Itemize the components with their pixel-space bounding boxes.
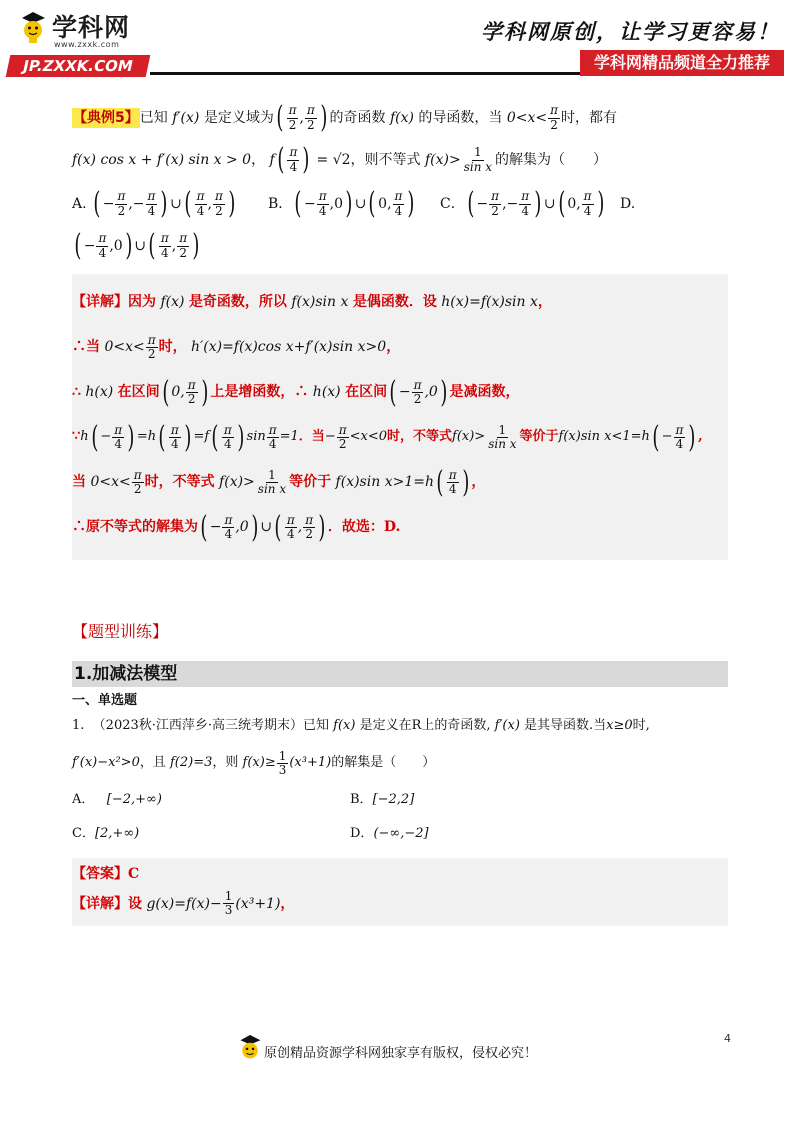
text: 时, bbox=[632, 718, 650, 734]
fraction: $\frac{\pi}{2}$ bbox=[306, 103, 315, 132]
text: 的解集是（ ） bbox=[331, 755, 436, 771]
math: 0<x< bbox=[502, 109, 548, 126]
math: √2 bbox=[332, 151, 351, 168]
math: h(x) bbox=[80, 384, 118, 401]
math: f(x)sin x<1=h bbox=[558, 429, 650, 445]
answer-line bbox=[72, 862, 728, 886]
math: f(x)sin x bbox=[286, 294, 353, 311]
option-label: D. bbox=[620, 195, 636, 212]
math: f′(x) bbox=[490, 718, 525, 734]
math: sin x > 0 bbox=[188, 151, 252, 168]
answer-value: C bbox=[128, 865, 140, 882]
question-number: 1. bbox=[72, 718, 85, 734]
paren: ) bbox=[320, 100, 328, 135]
text: ，则不等式 bbox=[350, 151, 421, 168]
option-label: B． bbox=[268, 195, 293, 212]
text: ．当 bbox=[298, 429, 325, 445]
option-label: A． bbox=[72, 792, 95, 808]
option-d[interactable] bbox=[350, 826, 429, 843]
example-tag: 【典例5】 bbox=[72, 108, 140, 128]
answer-detail-line: 【详解】 设 g(x)=f(x)− $\frac{1}{3}$ (x³+1) ， bbox=[72, 889, 295, 918]
option-value: (−∞,−2] bbox=[373, 826, 429, 842]
text: 等价于 bbox=[519, 429, 559, 445]
text: ，且 bbox=[139, 755, 166, 771]
option-label: D． bbox=[350, 826, 374, 842]
option-label: B． bbox=[350, 792, 373, 808]
math: x≥0 bbox=[606, 718, 633, 734]
text: 在区间 bbox=[345, 384, 388, 401]
page-footer bbox=[0, 1030, 800, 1070]
text: ∴原不等式的解集为 bbox=[72, 519, 198, 536]
example-line-2 bbox=[72, 138, 728, 182]
text: 时，不等式 bbox=[387, 429, 453, 445]
text: 是偶函数．设 bbox=[352, 294, 437, 311]
text: 上是增函数，∴ bbox=[210, 384, 309, 401]
option-value: [2,+∞) bbox=[94, 826, 140, 842]
solution-tag: 【详解】 bbox=[72, 294, 128, 311]
header-divider bbox=[150, 72, 580, 75]
text: ∴当 bbox=[72, 339, 100, 356]
math: f′(x) bbox=[152, 151, 189, 168]
math: h(x) bbox=[308, 384, 346, 401]
math: h(x)=f(x)sin x bbox=[436, 294, 538, 311]
option-value: [−2,+∞) bbox=[106, 792, 162, 808]
recommend-badge: 学科网精品频道全力推荐 bbox=[580, 50, 784, 76]
page-number: 4 bbox=[724, 1032, 731, 1045]
option-label: A. bbox=[72, 195, 87, 212]
section-title: 【题型训练】 bbox=[72, 622, 169, 641]
text: 等价于 bbox=[289, 474, 332, 491]
fraction: $\frac{\pi}{2}$ bbox=[550, 103, 559, 132]
text: ， bbox=[251, 151, 270, 168]
math: − bbox=[324, 429, 336, 445]
text: 的导函数，当 bbox=[418, 109, 503, 126]
paren: ( bbox=[276, 100, 284, 135]
logo-url: www.zxxk.com bbox=[54, 40, 120, 49]
text: 是减函数， bbox=[449, 384, 520, 401]
model-heading: 1.加减法模型 bbox=[72, 661, 728, 687]
math: f(x)> bbox=[214, 474, 255, 491]
copyright-text: 原创精品资源学科网独家享有版权，侵权必究！ bbox=[264, 1046, 538, 1061]
example-line-1: 【典例5】 已知 f′(x) 是定义域为 ( $\frac{\pi}{2}$ , $\frac{\pi}{2}$ ) 的奇函数 f(x) 的导函数，当 0<x< $\frac{\pi}{2}$ 时，都有 bbox=[73, 100, 618, 135]
option-b[interactable]: B． ( − $\frac{\pi}{4}$ ,0 ) ∪ ( 0, $\frac{\pi}{4}$ ) bbox=[268, 186, 415, 221]
question-1-line-1 bbox=[72, 710, 728, 744]
solution-box bbox=[72, 274, 728, 560]
text: ，则 bbox=[212, 755, 239, 771]
math: = bbox=[312, 151, 333, 168]
math: 0<x< bbox=[86, 474, 131, 491]
math: h′(x)=f(x)cos x+f′(x)sin x>0 bbox=[186, 339, 387, 356]
math: h bbox=[80, 429, 89, 445]
solution-line-5: 当 0<x< $\frac{\pi}{2}$ 时，不等式 f(x)> $\frac{1}{\text{sin x}}$ 等价于 f(x)sin x>1=h ( $\frac{\pi}{4}$ ) ， bbox=[72, 464, 486, 500]
text: ∵ bbox=[72, 429, 81, 445]
math: f(x) bbox=[72, 151, 101, 168]
logo-text: 学科网 bbox=[52, 13, 131, 42]
text: ∴ bbox=[72, 384, 81, 401]
header-slogan: 学科网原创，让学习更容易！ bbox=[481, 19, 780, 44]
math: f(x)≥ bbox=[238, 755, 276, 771]
example-options bbox=[72, 182, 728, 226]
site-badge: JP.ZXXK.COM bbox=[6, 55, 151, 77]
text: 时， bbox=[158, 339, 187, 356]
math: f′(x)−x²>0 bbox=[72, 755, 140, 771]
option-b[interactable] bbox=[350, 792, 414, 809]
text: （2023秋·江西萍乡·高三统考期末）已知 bbox=[92, 718, 330, 734]
text: 已知 bbox=[139, 109, 168, 126]
solution-line-1: 【详解】 因为 f(x) 是奇函数，所以 f(x)sin x 是偶函数．设 h(x)=f(x)sin x ， bbox=[72, 294, 552, 311]
text: ．故选：D. bbox=[327, 519, 401, 536]
text: 是其导函数.当 bbox=[524, 718, 607, 734]
mascot-logo-icon bbox=[18, 10, 48, 44]
math: f(x)sin x>1=h bbox=[331, 474, 434, 491]
mascot-footer-icon bbox=[237, 1032, 263, 1064]
math: g(x)=f(x)− bbox=[142, 895, 222, 912]
option-a[interactable] bbox=[72, 792, 350, 809]
text: 时，都有 bbox=[561, 109, 618, 126]
page-header bbox=[0, 0, 800, 86]
subsection-heading: 一、单选题 bbox=[72, 692, 138, 708]
question-1-options-cd bbox=[72, 818, 728, 852]
math: f(2)=3 bbox=[165, 755, 213, 771]
text: 是定义在R上的奇函数, bbox=[359, 718, 491, 734]
solution-tag: 【详解】 bbox=[72, 895, 128, 912]
option-c[interactable]: C． ( − $\frac{\pi}{2}$ ,− $\frac{\pi}{4}$ ) ∪ ( 0, $\frac{\pi}{4}$ ) bbox=[440, 186, 604, 221]
paren: ) bbox=[302, 142, 310, 177]
paren: ( bbox=[277, 142, 285, 177]
solution-line-6: ∴原不等式的解集为 ( − $\frac{\pi}{4}$ ,0 ) ∪ ( $\frac{\pi}{4}$ , $\frac{\pi}{2}$ ) ．故选：D. bbox=[72, 509, 401, 545]
text: 时，不等式 bbox=[144, 474, 215, 491]
text: 是定义域为 bbox=[203, 109, 274, 126]
text: 在区间 bbox=[117, 384, 160, 401]
math: 0<x< bbox=[100, 339, 145, 356]
text: 的奇函数 bbox=[329, 109, 386, 126]
page-content bbox=[72, 98, 728, 926]
option-value: [−2,2] bbox=[372, 792, 415, 808]
question-1-line-2: f′(x)−x²>0 ，且 f(2)=3 ，则 f(x)≥ $\frac{1}{3}$ (x³+1) 的解集是（ ） bbox=[72, 749, 436, 778]
math: cos x + bbox=[100, 151, 153, 168]
option-d-value[interactable]: ( − $\frac{\pi}{4}$ ,0 ) ∪ ( $\frac{\pi}{4}$ , $\frac{\pi}{2}$ ) bbox=[74, 228, 200, 263]
math: f(x)> bbox=[452, 429, 486, 445]
option-d-label[interactable] bbox=[620, 195, 635, 213]
math: f(x)> bbox=[420, 151, 461, 168]
answer-box bbox=[72, 858, 728, 926]
option-label: C． bbox=[440, 195, 465, 212]
fraction: $\frac{\pi}{4}$ bbox=[289, 145, 298, 174]
math: f(x) bbox=[385, 109, 419, 126]
option-a[interactable]: A. ( − $\frac{\pi}{2}$ ,− $\frac{\pi}{4}$ ) ∪ ( $\frac{\pi}{4}$ , $\frac{\pi}{2}$ ) bbox=[72, 186, 236, 221]
option-label: C． bbox=[72, 826, 95, 842]
fraction: $\frac{\pi}{2}$ bbox=[288, 103, 297, 132]
text: 的解集为（ ） bbox=[495, 151, 608, 168]
question-1-options-ab bbox=[72, 784, 728, 818]
solution-line-3: ∴ h(x) 在区间 ( 0, $\frac{\pi}{2}$ ) 上是增函数，∴ h(x) 在区间 ( − $\frac{\pi}{2}$ ,0 ) 是减函数， bbox=[72, 374, 520, 410]
math: f′(x) bbox=[167, 109, 204, 126]
math: f bbox=[269, 151, 275, 168]
option-c[interactable] bbox=[72, 826, 350, 843]
text: 当 bbox=[72, 474, 86, 491]
math: f(x) bbox=[156, 294, 189, 311]
fraction: $\frac{1}{\text{sin x}}$ bbox=[463, 145, 493, 174]
text: 设 bbox=[128, 895, 142, 912]
solution-line-2: ∴当 0<x< $\frac{\pi}{2}$ 时， h′(x)=f(x)cos x+f′(x)sin x>0 ， bbox=[72, 332, 401, 361]
text: 是奇函数，所以 bbox=[188, 294, 287, 311]
text: 因为 bbox=[128, 294, 156, 311]
math: f(x) bbox=[329, 718, 360, 734]
answer-tag: 【答案】 bbox=[72, 865, 128, 882]
solution-line-4: ∵ h ( − $\frac{\pi}{4}$ ) =h ( $\frac{\pi}{4}$ ) =f ( $\frac{\pi}{4}$ ) sin $\frac{\pi}{4}$ =1 ．当 − $\frac{\pi}{2}$ <x<0 时，不等式 f(x)> $\frac{1}{\text{sin x}}$ 等价于 f(x)sin x<1=h ( − $\frac{\pi}{4}$ ) , bbox=[72, 419, 703, 455]
